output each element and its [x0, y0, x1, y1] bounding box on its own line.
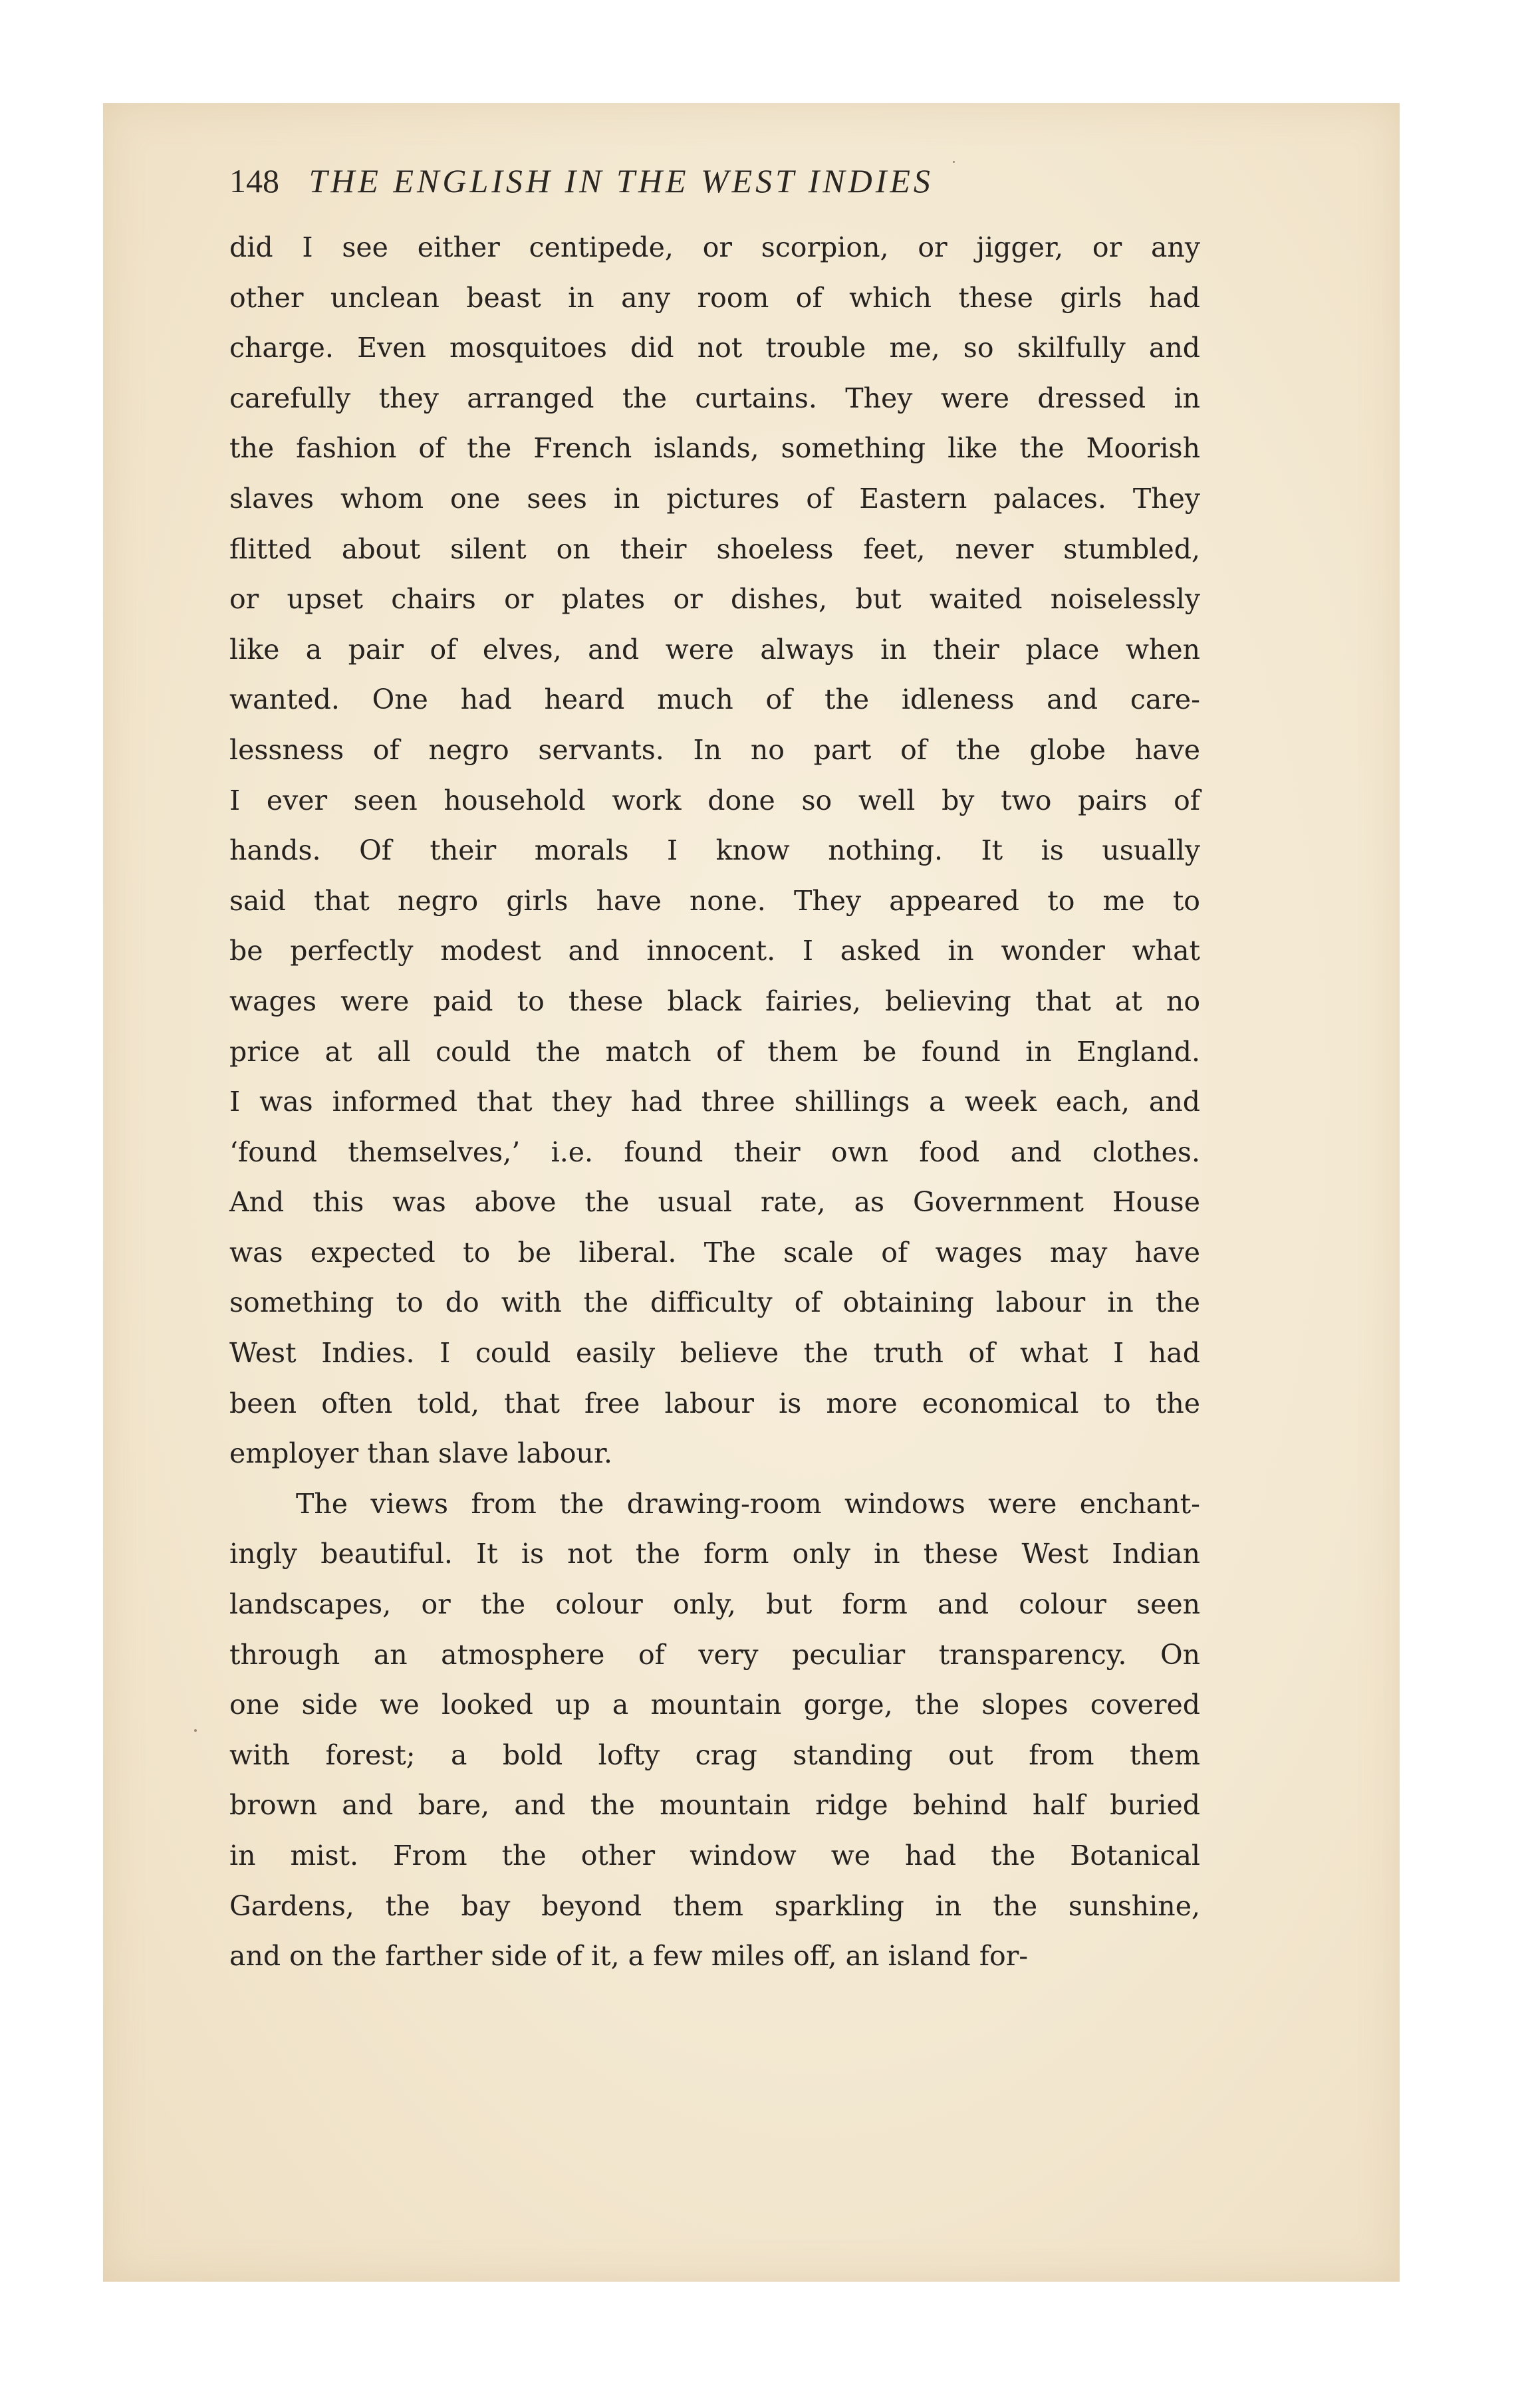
text-line: price at all could the match of them be found in England.	[229, 1035, 1200, 1068]
running-title: THE ENGLISH IN THE WEST INDIES	[309, 162, 934, 199]
text-line: The views from the drawing-room windows were enchant-	[296, 1487, 1200, 1520]
text-line: other unclean beast in any room of which these girls had	[229, 281, 1200, 314]
page-body-text	[229, 223, 1200, 1982]
text-line: and on the farther side of it, a few miles off, an island for-	[229, 1940, 1029, 1973]
text-line: did I see either centipede, or scorpion, or jigger, or any	[229, 231, 1200, 263]
text-line: slaves whom one sees in pictures of Eastern palaces. They	[229, 482, 1200, 515]
text-line: And this was above the usual rate, as Government House	[229, 1186, 1200, 1219]
text-line: was expected to be liberal. The scale of wages may have	[229, 1236, 1200, 1268]
text-line: one side we looked up a mountain gorge, the slopes covered	[229, 1689, 1200, 1721]
text-line: West Indies. I could easily believe the truth of what I had	[229, 1337, 1200, 1370]
text-line: carefully they arranged the curtains. They were dressed in	[229, 382, 1200, 414]
text-line: or upset chairs or plates or dishes, but waited noiselessly	[229, 583, 1200, 616]
text-line: brown and bare, and the mountain ridge behind half buried	[229, 1789, 1200, 1822]
text-line: ingly beautiful. It is not the form only in these West Indian	[229, 1538, 1200, 1570]
text-line: through an atmosphere of very peculiar transparency. On	[229, 1638, 1200, 1671]
text-line: landscapes, or the colour only, but form and colour seen	[229, 1588, 1200, 1621]
text-line: be perfectly modest and innocent. I asked in wonder what	[229, 935, 1200, 967]
paragraph	[229, 223, 1200, 1479]
text-line: with forest; a bold lofty crag standing out from them	[229, 1739, 1200, 1771]
text-line: ‘found themselves,’ i.e. found their own food and clothes.	[229, 1136, 1200, 1168]
text-line: I was informed that they had three shillings a week each, and	[229, 1086, 1200, 1118]
text-line: hands. Of their morals I know nothing. It is usually	[229, 834, 1200, 867]
text-line: said that negro girls have none. They appeared to me to	[229, 884, 1200, 917]
text-line: charge. Even mosquitoes did not trouble me, so skilfully and	[229, 332, 1200, 364]
text-line: employer than slave labour.	[229, 1437, 613, 1470]
page-number: 148	[229, 162, 279, 199]
text-line: wages were paid to these black fairies, believing that at no	[229, 985, 1200, 1017]
text-line: I ever seen household work done so well by two pairs of	[229, 784, 1200, 816]
scan-speck	[194, 1729, 197, 1732]
text-line: in mist. From the other window we had the Botanical	[229, 1840, 1200, 1871]
text-line: something to do with the difficulty of obtaining labour in the	[229, 1286, 1200, 1319]
scan-speck	[953, 161, 955, 163]
text-line: the fashion of the French islands, something like the Moorish	[229, 432, 1200, 465]
paragraph	[229, 1479, 1200, 1982]
text-line: Gardens, the bay beyond them sparkling in the sunshine,	[229, 1889, 1200, 1922]
text-line: been often told, that free labour is more economical to the	[229, 1387, 1200, 1419]
text-line: like a pair of elves, and were always in their place when	[229, 633, 1200, 665]
text-line: flitted about silent on their shoeless feet, never stumbled,	[229, 533, 1200, 565]
text-line: lessness of negro servants. In no part of the globe have	[229, 733, 1200, 766]
page-header	[229, 154, 1194, 207]
text-line: wanted. One had heard much of the idleness and care-	[229, 683, 1200, 716]
